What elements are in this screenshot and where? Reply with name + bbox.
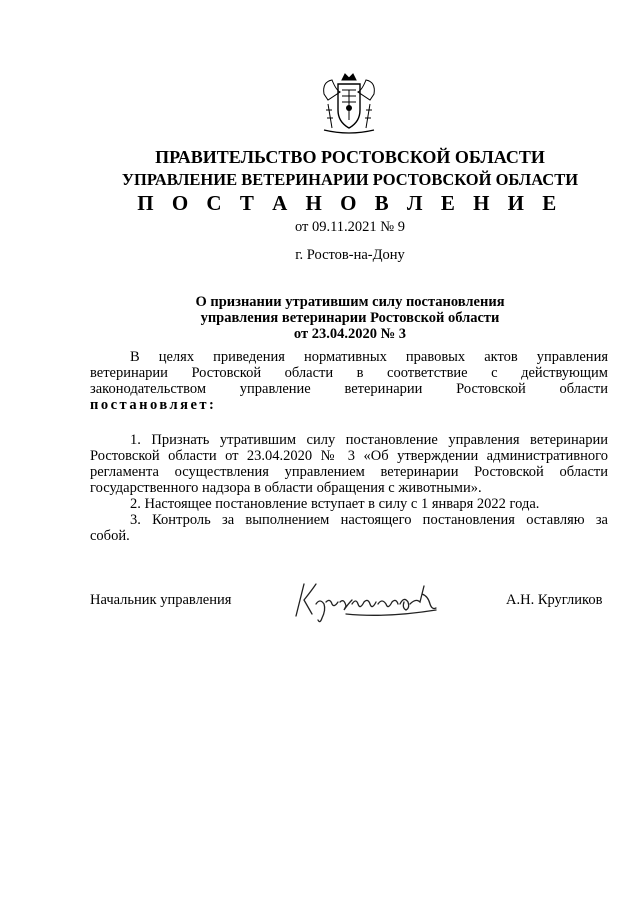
city: г. Ростов-на-Дону — [295, 247, 405, 263]
department-title: УПРАВЛЕНИЕ ВЕТЕРИНАРИИ РОСТОВСКОЙ ОБЛАСТИ — [121, 170, 579, 189]
subject-line: управления ветеринарии Ростовской области — [200, 310, 500, 326]
subject-line: О признании утратившим силу постановления — [195, 294, 505, 310]
item-line: 1. Признать утратившим силу постановление управления ветеринарии — [130, 432, 608, 448]
preamble — [90, 349, 608, 413]
document-type: П О С Т А Н О В Л Е Н И Е — [137, 191, 563, 215]
decree-items — [90, 432, 608, 544]
decree-word: постановляет: — [90, 397, 217, 413]
coat-of-arms-icon — [318, 70, 380, 136]
item-line: собой. — [90, 528, 130, 544]
signatory-name: А.Н. Кругликов — [506, 592, 603, 608]
item-line: регламента осуществления управлением ветеринарии Ростовской области — [90, 464, 608, 480]
subject-line: от 23.04.2020 № 3 — [293, 326, 407, 342]
item-line: государственного надзора в области обращения с животными». — [90, 480, 482, 496]
item-line: 2. Настоящее постановление вступает в силу с 1 января 2022 года. — [130, 496, 540, 512]
document-subject — [0, 294, 640, 342]
preamble-line: законодательством управление ветеринарии Ростовской области — [90, 381, 608, 397]
preamble-line: ветеринарии Ростовской области в соответствие с действующим — [90, 365, 608, 381]
handwritten-signature — [286, 574, 456, 626]
date-number: от 09.11.2021 № 9 — [294, 219, 406, 235]
item-line: 3. Контроль за выполнением настоящего постановления оставляю за — [130, 512, 608, 528]
item-line: Ростовской области от 23.04.2020 № 3 «Об утверждении административного — [90, 448, 608, 464]
preamble-line: В целях приведения нормативных правовых актов управления — [130, 349, 608, 365]
government-title: ПРАВИТЕЛЬСТВО РОСТОВСКОЙ ОБЛАСТИ — [155, 147, 545, 167]
signatory-title: Начальник управления — [90, 592, 232, 608]
